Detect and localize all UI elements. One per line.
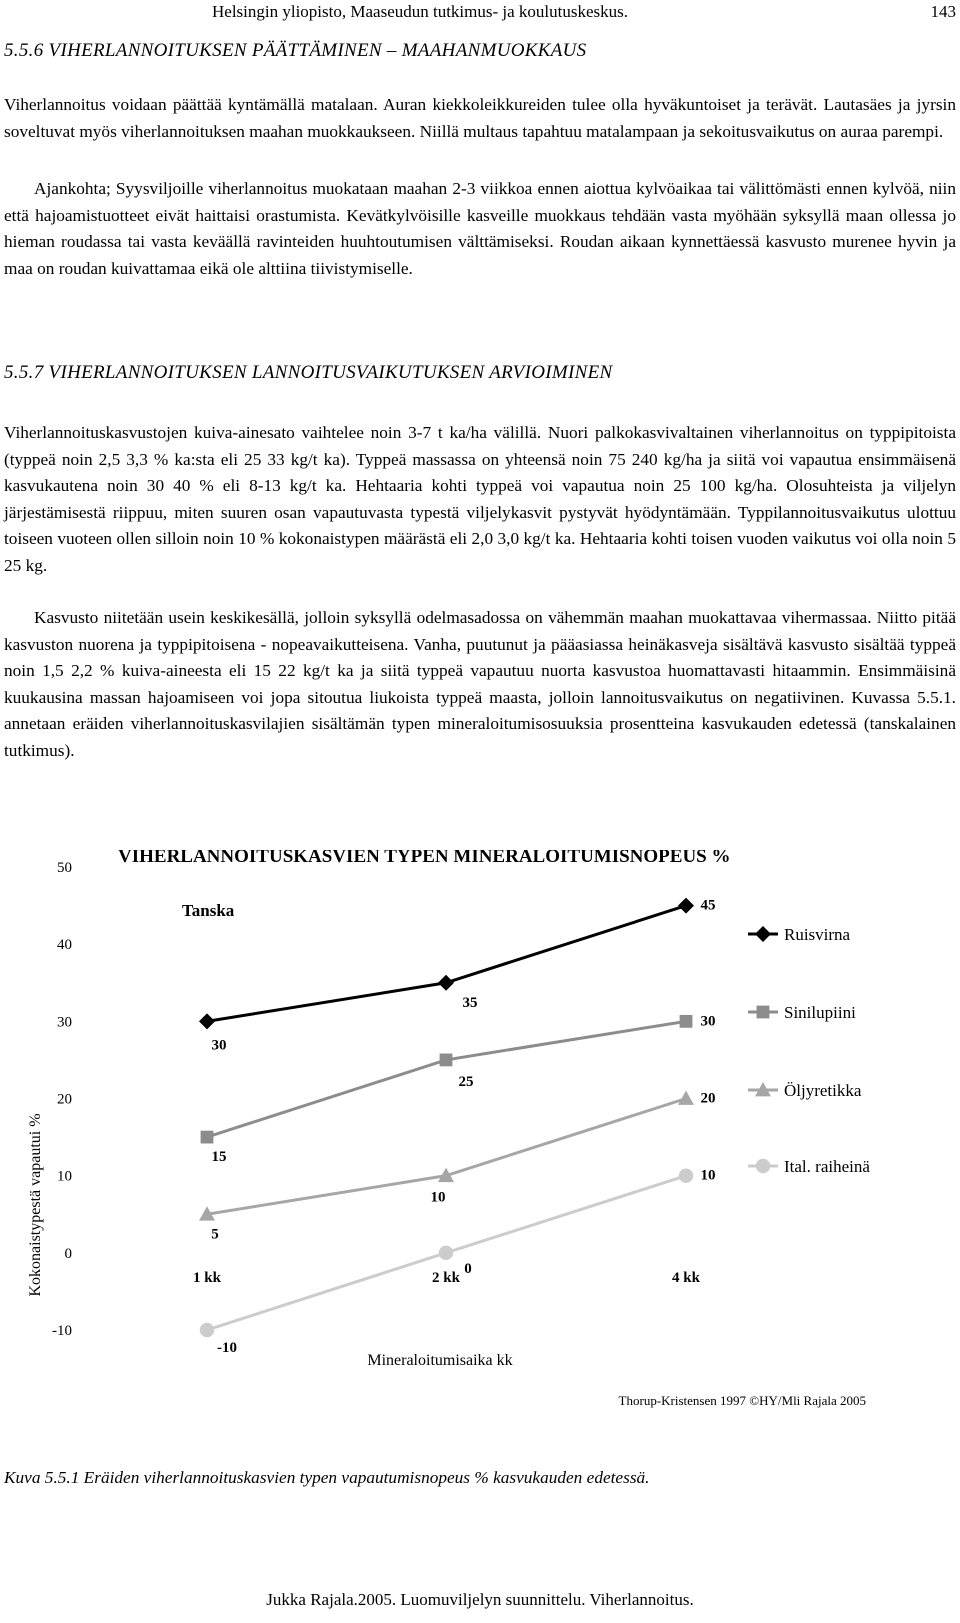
data-label: 10 <box>430 1189 446 1206</box>
header-institution: Helsingin yliopisto, Maaseudun tutkimus- ja koulutuskeskus. <box>212 2 629 21</box>
data-label: 20 <box>700 1090 716 1107</box>
data-point-1-1 <box>440 1054 453 1067</box>
legend-label: Sinilupiini <box>784 1003 856 1022</box>
data-label: -10 <box>217 1340 237 1356</box>
data-label: 35 <box>462 994 478 1011</box>
legend-label: Ruisvirna <box>784 925 851 944</box>
x-tick-label: 2 kk <box>432 1269 460 1286</box>
y-tick-label: 30 <box>57 1014 72 1031</box>
page-header <box>0 2 960 26</box>
legend-label: Öljyretikka <box>784 1081 862 1100</box>
section1-paragraph-2: Ajankohta; Syysviljoille viherlannoitus muokataan maahan 2-3 viikkoa ennen aiottua kylvöaikaa tai välittömästi ennen kylvöä, niin että hajoamistuotteet eivät haittaisi orastumista. Kevätkylvöisille kasveille muokkaus tehdään vasta myöhään syksyllä maan ollessa jo hieman roudassa tai vasta keväällä ravinteiden huuhtoutumisen välttämiseksi. Roudan aikaan kynnettäessä kasvusto murenee hyvin ja maa on roudan kuivattamaa eikä ole alttiina tiivistymiselle. <box>4 179 956 278</box>
data-point-2-2 <box>678 1091 694 1105</box>
legend-marker <box>756 1159 770 1173</box>
chart-source-note: Thorup-Kristensen 1997 ©HY/Mli Rajala 2005 <box>618 1393 866 1408</box>
data-label: 0 <box>464 1260 472 1277</box>
section-title-5-5-7: 5.5.7 VIHERLANNOITUKSEN LANNOITUSVAIKUTUKSEN ARVIOIMINEN <box>4 362 613 383</box>
data-label: 15 <box>211 1149 227 1166</box>
data-label: 30 <box>700 1013 716 1030</box>
data-point-0-0 <box>199 1013 215 1029</box>
data-label: 30 <box>211 1037 227 1054</box>
data-point-3-2 <box>679 1168 693 1182</box>
data-label: 10 <box>700 1167 716 1184</box>
y-tick-label: 40 <box>57 937 72 954</box>
page-number: 143 <box>930 2 956 21</box>
y-tick-label: -10 <box>52 1323 72 1339</box>
data-label: 45 <box>700 897 716 914</box>
chart-y-axis-label: Kokonaistypestä vapautui % <box>27 1113 44 1297</box>
section1-paragraph-1: Viherlannoitus voidaan päättää kyntämällä matalaan. Auran kiekkoleikkureiden tulee olla hyväkuntoiset ja terävät. Lautasäes ja jyrsin soveltuvat myös viherlannoituksen maahan muokkaukseen. Niillä multaus tapahtuu matalampaan ja sekoitusvaikutus on auraa parempi. <box>4 95 956 141</box>
figure-caption: Kuva 5.5.1 Eräiden viherlannoituskasvien typen vapautumisnopeus % kasvukauden edetessä. <box>4 1468 650 1487</box>
y-tick-label: 50 <box>57 860 72 876</box>
page-footer: Jukka Rajala.2005. Luomuviljelyn suunnittelu. Viherlannoitus. <box>266 1590 694 1609</box>
section2-paragraph-2: Kasvusto niitetään usein keskikesällä, jolloin syksyllä odelmasadossa on vähemmän maahan muokattavaa vihermassaa. Niitto pitää kasvuston nuorena ja typpipitoisena - nopeavaikutteisena. Vanha, puutunut ja pääasiassa heinäkasveja sisältävä kasvusto sisältää typpeä noin 1,5 2,2 % kuiva-aineesta eli 15 22 kg/t ka ja siitä typpeä vapautuu nuorta kasvustoa huomattavasti hitaammin. Ensimmäisinä kuukausina massan hajoamiseen voi jopa sitoutua liukoista typpeä maasta, jolloin lannoitusvaikutus on negatiivinen. Kuvassa 5.5.1. annetaan eräiden viherlannoituskasvilajien sisältämän typen mineraloitumisosuuksia prosentteina kasvukauden edetessä (tanskalainen tutkimus). <box>4 608 956 760</box>
chart-x-axis-label: Mineraloitumisaika kk <box>367 1352 513 1369</box>
data-point-0-2 <box>678 898 694 914</box>
chart-annotation-tanska: Tanska <box>182 901 235 920</box>
series-line-0 <box>207 906 686 1022</box>
series-line-1 <box>207 1021 686 1137</box>
data-point-3-0 <box>200 1323 214 1337</box>
data-point-3-1 <box>439 1246 453 1260</box>
y-tick-label: 10 <box>57 1168 72 1185</box>
series-line-2 <box>207 1099 686 1215</box>
legend-label: Ital. raiheinä <box>784 1157 870 1176</box>
x-tick-label: 1 kk <box>193 1269 221 1286</box>
mineralization-chart <box>0 850 960 1460</box>
chart-svg <box>0 850 960 1460</box>
data-label: 25 <box>458 1073 474 1090</box>
y-tick-label: 0 <box>64 1245 72 1262</box>
chart-title: VIHERLANNOITUSKASVIEN TYPEN MINERALOITUMISNOPEUS % <box>118 850 731 867</box>
section-title-5-5-6: 5.5.6 VIHERLANNOITUKSEN PÄÄTTÄMINEN – MAAHANMUOKKAUS <box>4 40 587 61</box>
data-point-0-1 <box>438 975 454 991</box>
y-tick-label: 20 <box>57 1091 72 1108</box>
section2-paragraph-1: Viherlannoituskasvustojen kuiva-ainesato vaihtelee noin 3-7 t ka/ha välillä. Nuori palkokasvivaltainen viherlannoitus on typpipitoista (typpeä noin 2,5 3,3 % ka:sta eli 25 33 kg/t ka). Typpeä massassa on yhteensä noin 75 240 kg/ha ja siitä voi vapautua ensimmäisenä kasvukautena noin 30 40 % eli 8-13 kg/t ka. Hehtaaria kohti typpeä voi vapautua noin 25 100 kg/ha. Olosuhteista ja viljelyn järjestämisestä riippuu, miten suuren osan vapautuvasta typestä viljelykasvit pystyvät hyödyntämään. Typpilannoitusvaikutus ulottuu toiseen vuoteen ollen silloin noin 10 % kokonaistypen määrästä eli 2,0 3,0 kg/t ka. Hehtaaria kohti toisen vuoden vaikutus voi olla noin 5 25 kg. <box>4 423 956 575</box>
x-tick-label: 4 kk <box>672 1269 700 1286</box>
legend-marker <box>755 926 771 942</box>
data-point-1-0 <box>201 1131 214 1144</box>
legend-marker <box>757 1006 770 1019</box>
data-label: 5 <box>211 1226 219 1243</box>
data-point-1-2 <box>680 1015 693 1028</box>
